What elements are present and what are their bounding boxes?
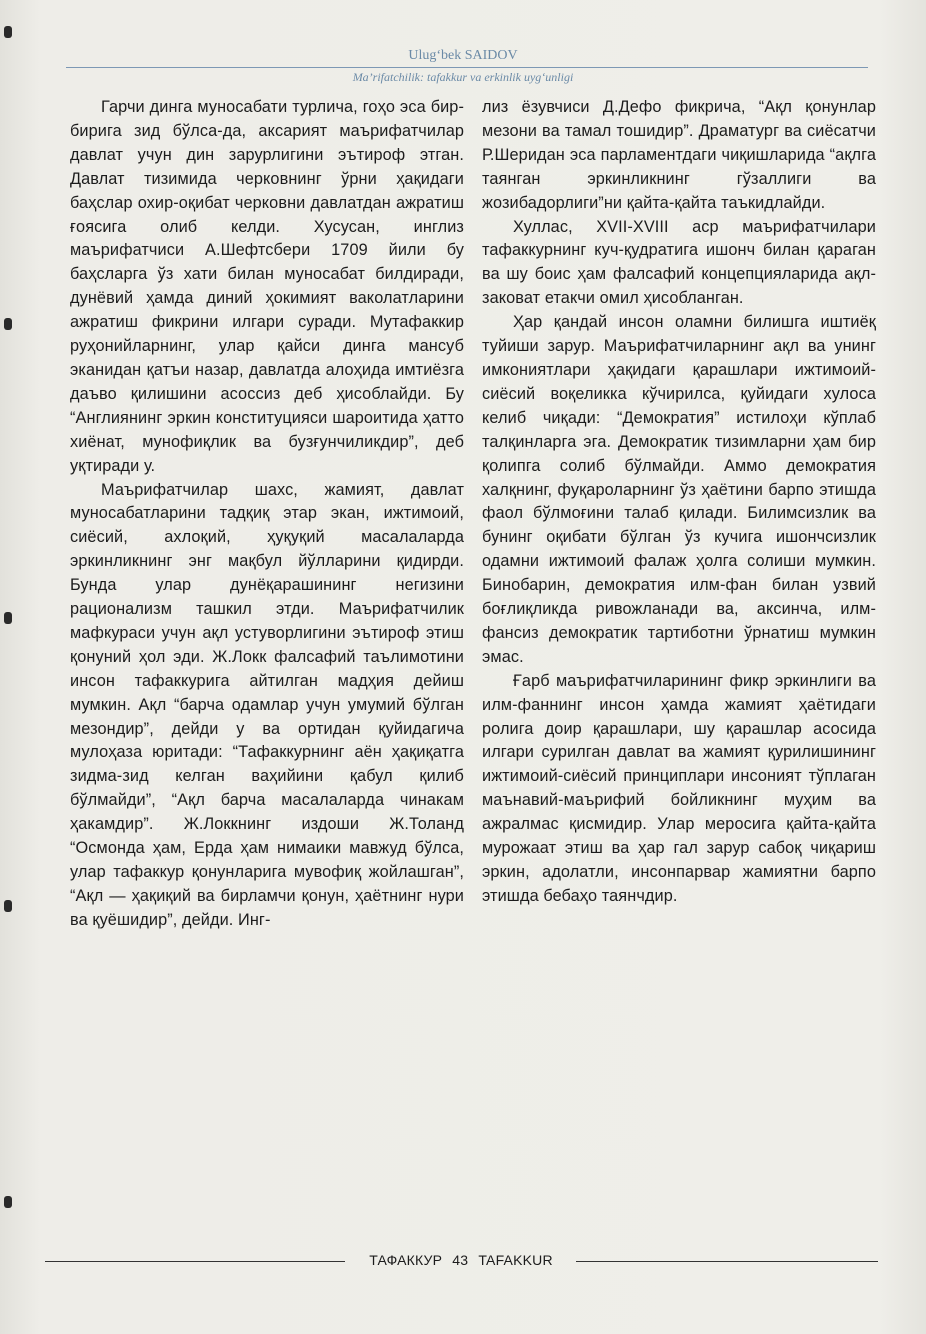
paragraph: Гарчи динга муносабати турлича, гоҳо эса бир-бирига зид бўлса-да, аксарият маърифатчилар давлат учун дин зарурлигини эътироф этган. Давлат тизимида черковнинг ўрни ҳақидаги баҳслар охир-оқибат черковни давлатдан ажратиш ғоясига олиб келди. Хусусан, инглиз маърифатчиси А.Шефтсбери 1709 йили бу баҳсларга ўз хати билан муносабат билдиради, дунёвий ҳамда диний ҳокимият ваколатларини ажратиш фикрини илгари суради. Мутафаккир руҳонийларнинг, улар қайси динга мансуб эканидан қатъи назар, давлатда алоҳида имтиёзга даъво қилишини асоссиз деб ҳисоблайди. Бу “Англиянинг эркин конституцияси шароитида ҳатто хиёнат, мунофиқлик ва бузғунчиликдир”, деб уқтиради у. (70, 98, 464, 475)
punch-hole (4, 900, 12, 912)
paragraph: лиз ёзувчиси Д.Дефо фикрича, “Ақл қонунлар мезони ва тамал тошидир”. Драматург ва сиёсатчи Р.Шеридан эса парламентдаги чиқишларида “ақлга таянган эркинликнинг гўзаллиги ва жозибадорлиги”ни қайта-қайта таъкидлайди. (482, 98, 876, 212)
punch-hole (4, 26, 12, 38)
punch-hole (4, 318, 12, 330)
punch-hole (4, 1196, 12, 1208)
left-column (70, 96, 464, 933)
page-footer (0, 1249, 926, 1275)
footer-rule (45, 1261, 345, 1262)
header-subtitle: Ma’rifatchilik: tafakkur va erkinlik uyg‘unligi (352, 70, 574, 84)
page-number: 43 (452, 1252, 469, 1268)
paragraph: Хуллас, XVII-XVIII аср маърифатчилари тафаккурнинг куч-қудратига ишонч билан қараган ва шу боис ҳам фалсафий концепцияларида ақл-заковат етакчи омил ҳисобланган. (482, 217, 876, 308)
header-rule (66, 67, 868, 68)
header-author: Ulug‘bek SAIDOV (408, 48, 518, 63)
paragraph: Ғарб маърифатчиларининг фикр эркинлиги ва илм-фаннинг инсон ҳамда жамият ҳаётидаги ролига доир қарашлари, шу қарашлар асосида илгари сурилган давлат ва жамият қурилишининг ижтимоий-сиёсий принциплари инсоният тўплаган маънавий-маърифий бойликнинг муҳим ва ажралмас қисмидир. Улар меросига қайта-қайта мурожаат этиш ва ҳар гал зарур сабоқ чиқариш эркин, адолатли, инсонпарвар жамиятни барпо этишда бебаҳо таянчдир. (482, 671, 876, 905)
footer-magazine-latin: TAFAKKUR (478, 1252, 553, 1268)
paragraph: Маърифатчилар шахс, жамият, давлат муносабатларини тадқиқ этар экан, ижтимоий, сиёсий, ахлоқий, ҳуқуқий масалаларда эркинликнинг энг мақбул йўлларини қидирди. Бунда улар дунёқарашининг негизини рационализм ташкил этди. Маърифатчилик мафкураси учун ақл устуворлигини эътироф этиш қонуний ҳол эди. Ж.Локк фалсафий таълимотини инсон тафаккурига айтилган мадҳия дейиш мумкин. Ақл “барча одамлар учун умумий бўлган мезондир”, дейди у ва ортидан қуйидагича мулоҳаза юритади: “Тафаккурнинг аён ҳақиқатга зидма-зид келган ваҳийини қабул қилиб бўлмайди”, “Ақл барча масалаларда чинакам ҳакамдир”. Ж.Локкнинг издоши Ж.Толанд “Осмонда ҳам, Ерда ҳам нимаики мавжуд бўлса, улар тафаккур қонунларига мувофиқ жойлашган”, “Ақл — ҳақиқий ва бирламчи қонун, ҳаётнинг нури ва қуёшидир”, дейди. Инг- (70, 480, 464, 929)
footer-magazine-cyrillic: ТАФАККУР (369, 1252, 443, 1268)
right-column (482, 96, 876, 909)
paragraph: Ҳар қандай инсон оламни билишга иштиёқ туйиши зарур. Маърифатчиларнинг ақл ва унинг имкониятлари ҳақидаги қарашлари ижтимоий-сиёсий воқеликка кўчирилса, қуйидаги хулоса келиб чиқади: “Демократия” истилоҳи кўплаб талқинларга эга. Демократик тизимларни ҳам бир қолипга солиб бўлмайди. Аммо демократия халқнинг, фуқароларнинг ўз ҳаётини барпо этишда фаол бўлмоғини талаб қилади. Билимсизлик ва бунинг оқибати бўлган ўз кучига ишончсизлик одамни ижтимоий фалаж ҳолга солиши мумкин. Бинобарин, демократия илм-фан билан узвий боғлиқликда ривожланади ва, аксинча, илм-фансиз демократик тартиботни ўрнатиш мумкин эмас. (482, 313, 876, 666)
footer-rule (576, 1261, 878, 1262)
punch-hole (4, 612, 12, 624)
footer-label (352, 1252, 570, 1268)
